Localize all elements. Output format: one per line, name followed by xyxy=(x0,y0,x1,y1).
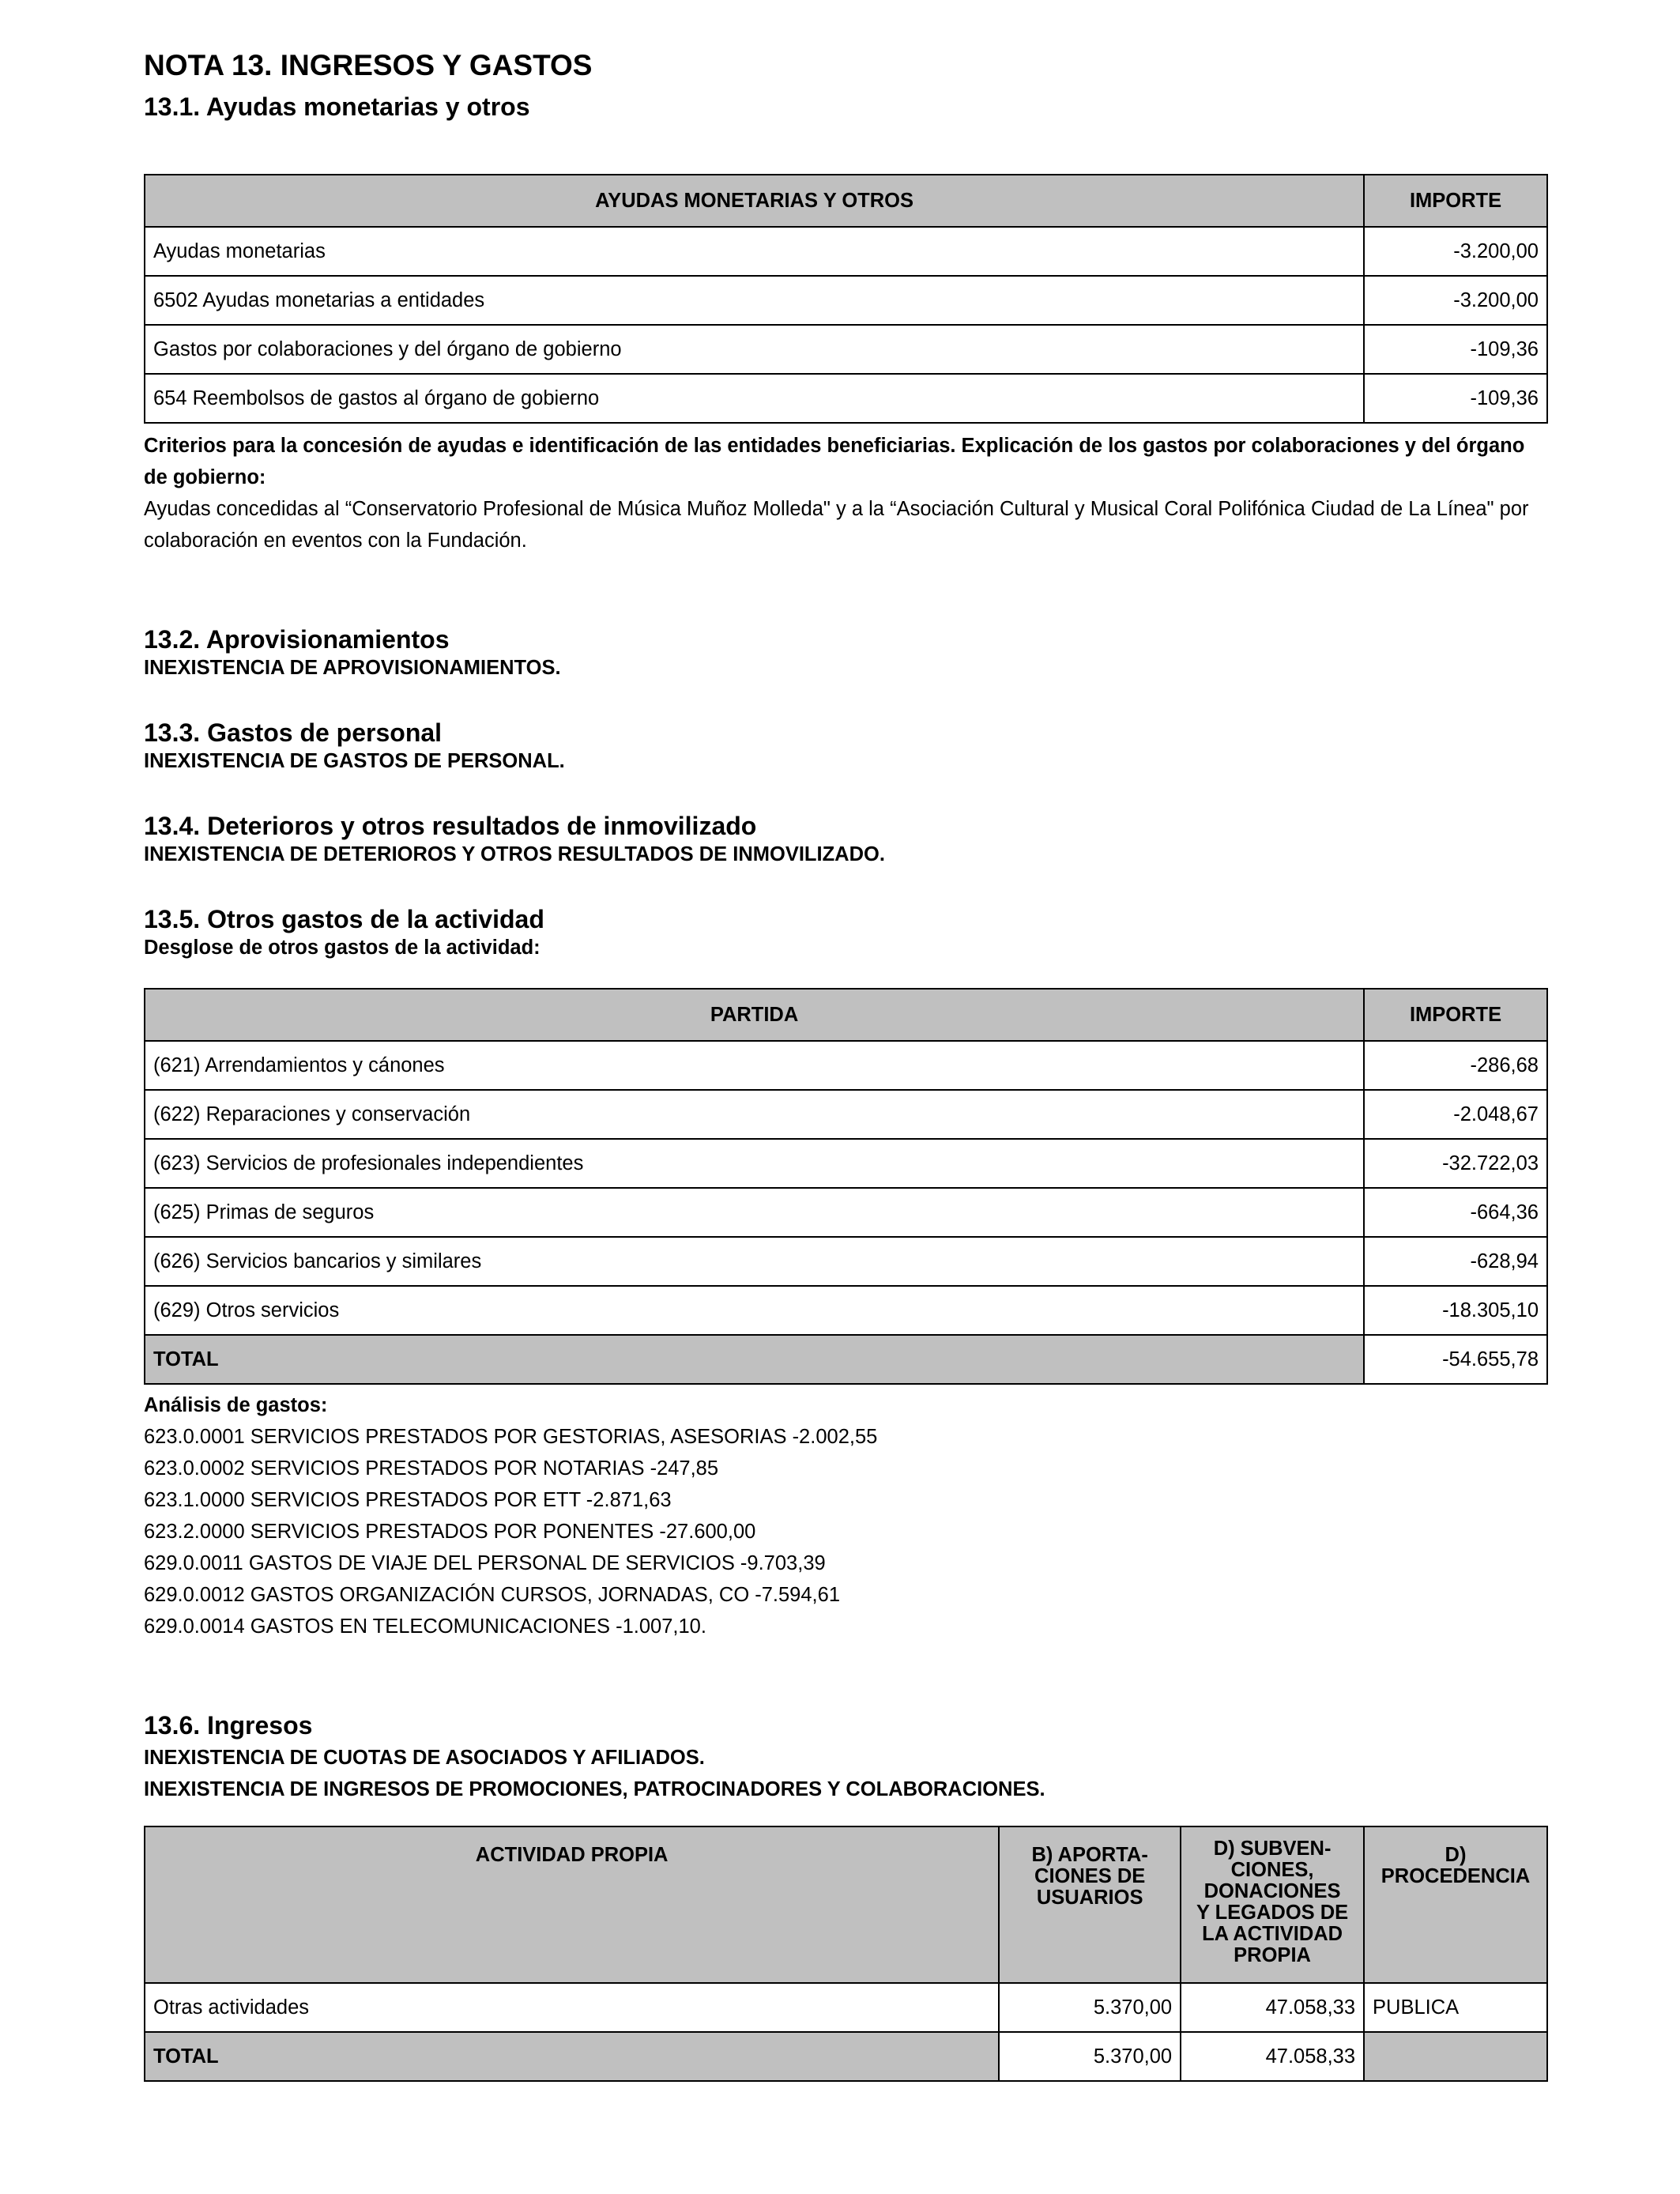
total-amount: -54.655,78 xyxy=(1364,1335,1547,1384)
row-label: Gastos por colaboraciones y del órgano de gobierno xyxy=(145,325,1364,374)
section-13-3-heading: 13.3. Gastos de personal xyxy=(144,718,443,747)
row-amount: -3.200,00 xyxy=(1364,276,1547,325)
row-origin: PUBLICA xyxy=(1364,1983,1547,2032)
row-amount: -109,36 xyxy=(1364,325,1547,374)
table-header-row xyxy=(145,989,1547,1041)
table-row xyxy=(145,1286,1547,1335)
row-amount: -18.305,10 xyxy=(1364,1286,1547,1335)
column-header: D) SUBVEN- CIONES, DONACIONES Y LEGADOS DE LA ACTIVIDAD PROPIA xyxy=(1181,1826,1364,1983)
row-amount: -628,94 xyxy=(1364,1237,1547,1286)
criteria-explanation: Ayudas concedidas al “Conservatorio Profesional de Música Muñoz Molleda" y a la “Asociación Cultural y Musical Coral Polifónica Ciudad de La Línea" por colaboración en eventos con la Fundación. xyxy=(144,498,1529,552)
section-13-6-heading: 13.6. Ingresos xyxy=(144,1711,313,1740)
table-row xyxy=(145,325,1547,374)
total-amount: 47.058,33 xyxy=(1181,2032,1364,2081)
ayudas-table xyxy=(144,174,1548,424)
list-item: 629.0.0014 GASTOS EN TELECOMUNICACIONES -1.007,10. xyxy=(144,1615,706,1638)
row-label: (626) Servicios bancarios y similares xyxy=(145,1237,1364,1286)
ingresos-table xyxy=(144,1826,1548,2082)
total-label: TOTAL xyxy=(145,1335,1364,1384)
otros-gastos-table xyxy=(144,988,1548,1385)
total-origin xyxy=(1364,2032,1547,2081)
row-amount: 5.370,00 xyxy=(999,1983,1181,2032)
table-row xyxy=(145,1983,1547,2032)
section-13-2-heading: 13.2. Aprovisionamientos xyxy=(144,625,450,654)
row-label: 6502 Ayudas monetarias a entidades xyxy=(145,276,1364,325)
row-amount: -32.722,03 xyxy=(1364,1139,1547,1188)
column-header: D) PROCEDENCIA xyxy=(1364,1826,1547,1983)
section-13-1-heading: 13.1. Ayudas monetarias y otros xyxy=(144,92,530,121)
section-13-3-note: INEXISTENCIA DE GASTOS DE PERSONAL. xyxy=(144,750,565,772)
table-header-row xyxy=(145,175,1547,227)
column-header: IMPORTE xyxy=(1364,989,1547,1041)
list-item: 629.0.0012 GASTOS ORGANIZACIÓN CURSOS, JORNADAS, CO -7.594,61 xyxy=(144,1584,840,1606)
table-row xyxy=(145,227,1547,276)
table-row xyxy=(145,1188,1547,1237)
section-13-2-note: INEXISTENCIA DE APROVISIONAMIENTOS. xyxy=(144,657,561,679)
table-row xyxy=(145,1090,1547,1139)
total-row xyxy=(145,1335,1547,1384)
table-header-row xyxy=(145,1826,1547,1983)
section-13-6-note-1: INEXISTENCIA DE CUOTAS DE ASOCIADOS Y AFILIADOS. xyxy=(144,1747,705,1769)
table-row xyxy=(145,374,1547,423)
total-amount: 5.370,00 xyxy=(999,2032,1181,2081)
row-amount: -286,68 xyxy=(1364,1041,1547,1090)
section-13-5-heading: 13.5. Otros gastos de la actividad xyxy=(144,905,544,933)
list-item: 623.2.0000 SERVICIOS PRESTADOS POR PONENTES -27.600,00 xyxy=(144,1521,756,1543)
table-row xyxy=(145,1237,1547,1286)
row-label: (629) Otros servicios xyxy=(145,1286,1364,1335)
analysis-title: Análisis de gastos: xyxy=(144,1394,328,1416)
row-label: (621) Arrendamientos y cánones xyxy=(145,1041,1364,1090)
row-label: 654 Reembolsos de gastos al órgano de gobierno xyxy=(145,374,1364,423)
row-amount: -109,36 xyxy=(1364,374,1547,423)
total-label: TOTAL xyxy=(145,2032,999,2081)
list-item: 623.0.0002 SERVICIOS PRESTADOS POR NOTARIAS -247,85 xyxy=(144,1457,719,1480)
row-amount: -664,36 xyxy=(1364,1188,1547,1237)
section-13-4-heading: 13.4. Deterioros y otros resultados de inmovilizado xyxy=(144,812,757,840)
row-amount: -3.200,00 xyxy=(1364,227,1547,276)
row-label: (623) Servicios de profesionales independientes xyxy=(145,1139,1364,1188)
row-label: (625) Primas de seguros xyxy=(145,1188,1364,1237)
column-header: ACTIVIDAD PROPIA xyxy=(145,1826,999,1983)
table-row xyxy=(145,276,1547,325)
total-row xyxy=(145,2032,1547,2081)
table-row xyxy=(145,1041,1547,1090)
row-amount: 47.058,33 xyxy=(1181,1983,1364,2032)
page-title: NOTA 13. INGRESOS Y GASTOS xyxy=(144,49,593,81)
row-label: Ayudas monetarias xyxy=(145,227,1364,276)
column-header: IMPORTE xyxy=(1364,175,1547,227)
row-label: (622) Reparaciones y conservación xyxy=(145,1090,1364,1139)
section-13-5-subheading: Desglose de otros gastos de la actividad: xyxy=(144,937,541,959)
document-page xyxy=(144,46,1539,2082)
row-amount: -2.048,67 xyxy=(1364,1090,1547,1139)
list-item: 629.0.0011 GASTOS DE VIAJE DEL PERSONAL DE SERVICIOS -9.703,39 xyxy=(144,1552,826,1574)
section-13-6-note-2: INEXISTENCIA DE INGRESOS DE PROMOCIONES, PATROCINADORES Y COLABORACIONES. xyxy=(144,1778,1045,1800)
list-item: 623.1.0000 SERVICIOS PRESTADOS POR ETT -2.871,63 xyxy=(144,1489,672,1511)
column-header: B) APORTA- CIONES DE USUARIOS xyxy=(999,1826,1181,1983)
column-header: PARTIDA xyxy=(145,989,1364,1041)
column-header: AYUDAS MONETARIAS Y OTROS xyxy=(145,175,1364,227)
row-label: Otras actividades xyxy=(145,1983,999,2032)
analysis-list xyxy=(144,1421,1539,1642)
list-item: 623.0.0001 SERVICIOS PRESTADOS POR GESTORIAS, ASESORIAS -2.002,55 xyxy=(144,1426,878,1448)
criteria-text: Criterios para la concesión de ayudas e identificación de las entidades beneficiarias. Explicación de los gastos por colaboraciones y del órgano de gobierno: xyxy=(144,435,1525,488)
table-row xyxy=(145,1139,1547,1188)
section-13-4-note: INEXISTENCIA DE DETERIOROS Y OTROS RESULTADOS DE INMOVILIZADO. xyxy=(144,843,885,865)
